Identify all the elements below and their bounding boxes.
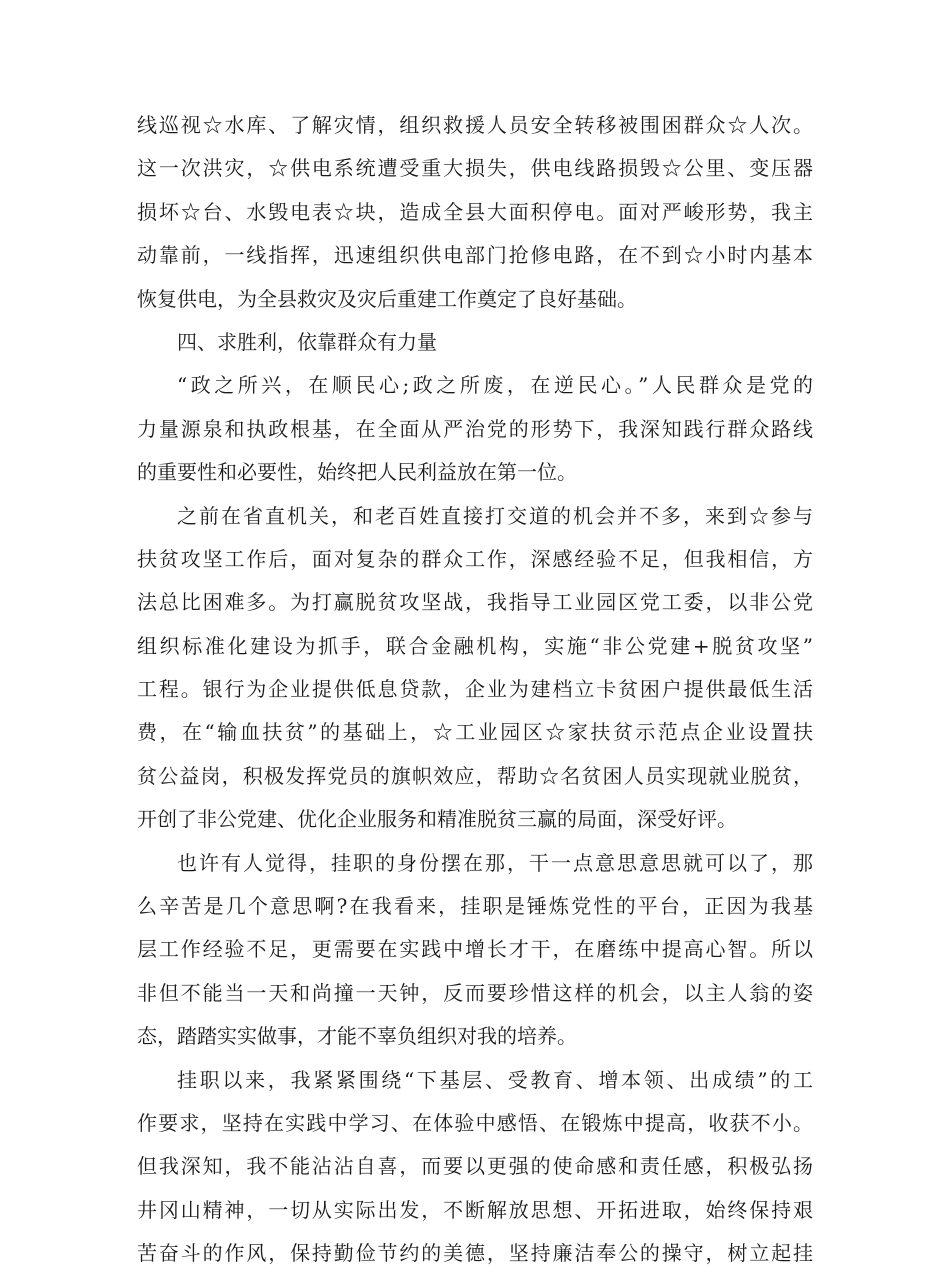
text-line: 损坏☆台、水毁电表☆块，造成全县大面积停电。面对严峻形势，我主	[137, 199, 813, 224]
text-line: 贫公益岗，积极发挥党员的旗帜效应，帮助☆名贫困人员实现就业脱贫，	[137, 763, 813, 788]
text-line: 这一次洪灾，☆供电系统遭受重大损失，供电线路损毁☆公里、变压器	[137, 156, 813, 181]
text-line: 么辛苦是几个意思啊?在我看来，挂职是锤炼党性的平台，正因为我基	[137, 894, 813, 919]
text-line: 力量源泉和执政根基，在全面从严治党的形势下，我深知践行群众路线	[137, 416, 813, 441]
text-line: 动靠前，一线指挥，迅速组织供电部门抢修电路，在不到☆小时内基本	[137, 243, 813, 268]
text-line: 层工作经验不足，更需要在实践中增长才干，在磨练中提高心智。所以	[137, 937, 813, 962]
body-text	[137, 104, 813, 1276]
text-line: 开创了非公党建、优化企业服务和精准脱贫三赢的局面，深受好评。	[137, 807, 737, 832]
text-line: 苦奋斗的作风，保持勤俭节约的美德，坚持廉洁奉公的操守，树立起挂	[137, 1241, 813, 1266]
text-line: 挂职以来，我紧紧围绕“下基层、受教育、增本领、出成绩”的工	[177, 1067, 813, 1092]
text-line: 四、求胜利，依靠群众有力量	[177, 329, 437, 354]
text-line: 井冈山精神，一切从实际出发，不断解放思想、开拓进取，始终保持艰	[137, 1197, 813, 1222]
text-line: 恢复供电，为全县救灾及灾后重建工作奠定了良好基础。	[137, 286, 637, 311]
text-line: 态，踏踏实实做事，才能不辜负组织对我的培养。	[137, 1024, 577, 1049]
text-line: 法总比困难多。为打赢脱贫攻坚战，我指导工业园区党工委，以非公党	[137, 590, 813, 615]
text-line: 费，在“输血扶贫”的基础上，☆工业园区☆家扶贫示范点企业设置扶	[137, 720, 813, 745]
text-line: “政之所兴，在顺民心;政之所废，在逆民心。”人民群众是党的	[177, 373, 813, 398]
text-line: 扶贫攻坚工作后，面对复杂的群众工作，深感经验不足，但我相信，方	[137, 546, 813, 571]
text-line: 之前在省直机关，和老百姓直接打交道的机会并不多，来到☆参与	[177, 503, 813, 528]
text-line: 但我深知，我不能沾沾自喜，而要以更强的使命感和责任感，积极弘扬	[137, 1154, 813, 1179]
text-line: 作要求，坚持在实践中学习、在体验中感悟、在锻炼中提高，收获不小。	[137, 1110, 813, 1135]
text-line: 工程。银行为企业提供低息贷款，企业为建档立卡贫困户提供最低生活	[137, 677, 813, 702]
text-line: 非但不能当一天和尚撞一天钟，反而要珍惜这样的机会，以主人翁的姿	[137, 980, 813, 1005]
text-line: 也许有人觉得，挂职的身份摆在那，干一点意思意思就可以了，那	[177, 850, 813, 875]
text-line: 组织标准化建设为抓手，联合金融机构，实施“非公党建+脱贫攻坚”	[137, 633, 813, 658]
text-line: 的重要性和必要性，始终把人民利益放在第一位。	[137, 460, 577, 485]
text-line: 线巡视☆水库、了解灾情，组织救援人员安全转移被围困群众☆人次。	[137, 113, 813, 137]
